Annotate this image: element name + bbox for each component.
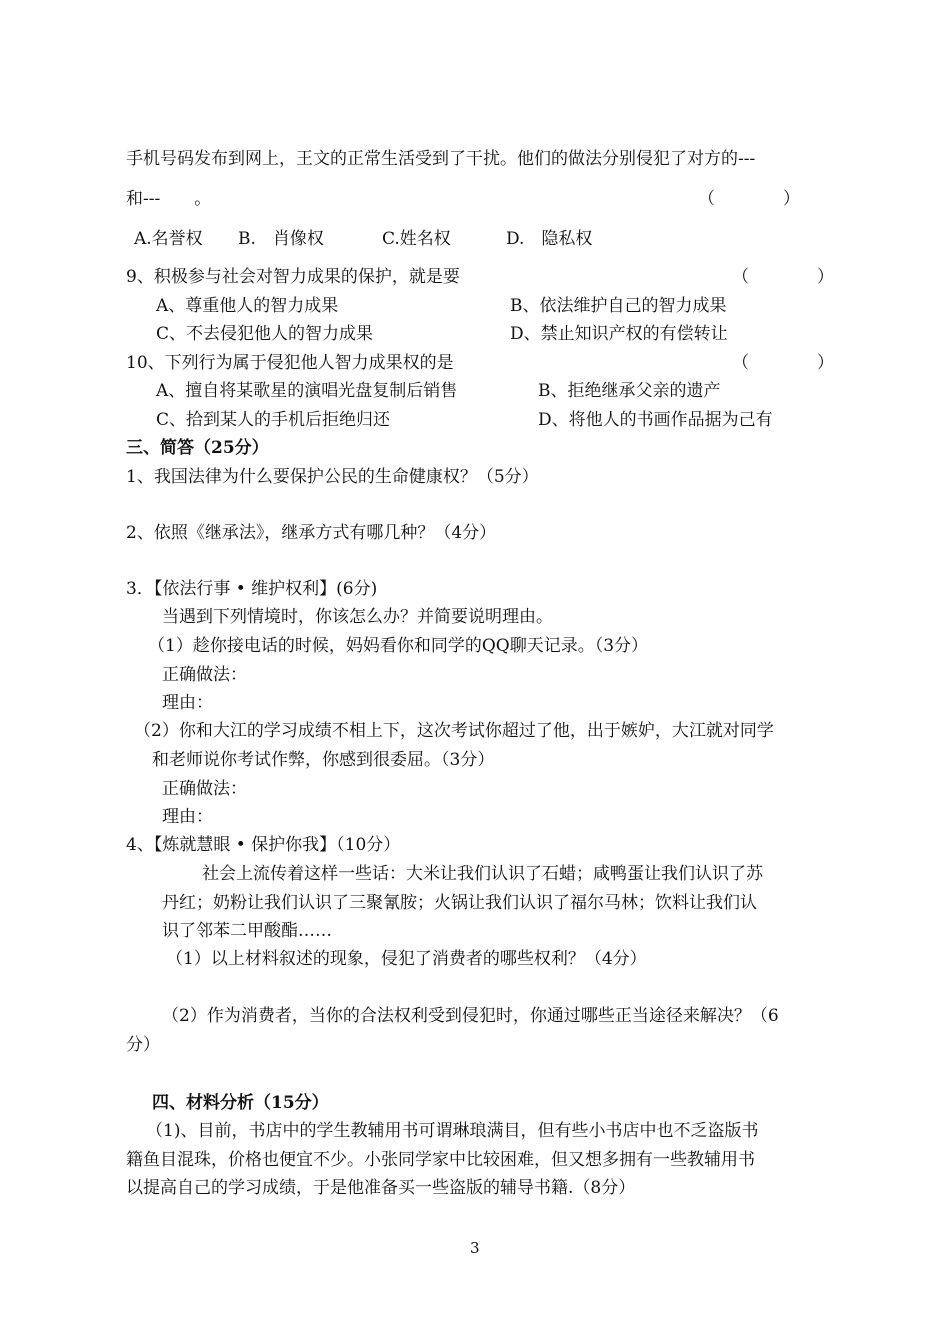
q10-option-d: D、将他人的书画作品据为己有 bbox=[538, 410, 773, 430]
q8-line1: 手机号码发布到网上，王文的正常生活受到了干扰。他们的做法分别侵犯了对方的--- bbox=[126, 149, 756, 169]
s3-q3-reason-label-2: 理由： bbox=[162, 807, 213, 827]
q10-option-b: B、拒绝继承父亲的遗产 bbox=[538, 381, 721, 401]
q9-answer-paren: （ ） bbox=[732, 267, 834, 287]
s3-q3-reason-label-1: 理由： bbox=[162, 693, 213, 713]
s3-question-3-title: 3．【依法行事 • 维护权利】(6分) bbox=[126, 579, 378, 599]
q8-option-b: B. 肖像权 bbox=[238, 229, 324, 249]
q9-option-c: C、不去侵犯他人的智力成果 bbox=[156, 324, 374, 344]
q10-option-c: C、拾到某人的手机后拒绝归还 bbox=[156, 410, 391, 430]
s4-q1-line1: （1)、目前，书店中的学生教辅用书可谓琳琅满目，但有些小书店中也不乏盗版书 bbox=[146, 1121, 759, 1141]
page-number: 3 bbox=[470, 1239, 480, 1257]
s3-q3-correct-label-1: 正确做法： bbox=[162, 665, 247, 685]
s3-q4-material-line3: 识了邻苯二甲酸酯…… bbox=[162, 921, 332, 941]
s3-question-2: 2、依照《继承法》，继承方式有哪几种？（4分） bbox=[126, 523, 497, 543]
s3-question-1: 1、我国法律为什么要保护公民的生命健康权？（5分） bbox=[126, 467, 539, 487]
s3-q4-material-line2: 丹红；奶粉让我们认识了三聚氰胺；火锅让我们认识了福尔马林；饮料让我们认 bbox=[162, 893, 757, 913]
s4-q1-line2: 籍鱼目混珠，价格也便宜不少。小张同学家中比较困难，但又想多拥有一些教辅用书 bbox=[126, 1150, 755, 1170]
q10-stem: 10、下列行为属于侵犯他人智力成果权的是 bbox=[126, 353, 454, 373]
q8-line2: 和--- 。 bbox=[126, 189, 212, 209]
q8-option-c: C.姓名权 bbox=[382, 229, 451, 249]
q9-option-d: D、禁止知识产权的有偿转让 bbox=[510, 324, 728, 344]
s3-q3-correct-label-2: 正确做法： bbox=[162, 779, 247, 799]
q8-option-d: D. 隐私权 bbox=[506, 229, 593, 249]
s3-q3-sub1: （1）趁你接电话的时候，妈妈看你和同学的QQ聊天记录。（3分） bbox=[148, 636, 649, 656]
q9-stem: 9、积极参与社会对智力成果的保护，就是要 bbox=[126, 267, 460, 287]
q9-option-b: B、依法维护自己的智力成果 bbox=[510, 296, 727, 316]
s4-q1-line3: 以提高自己的学习成绩，于是他准备买一些盗版的辅导书籍.（8分） bbox=[126, 1178, 636, 1198]
s3-q3-sub2-line1: （2）你和大江的学习成绩不相上下，这次考试你超过了他，出于嫉妒，大江就对同学 bbox=[134, 721, 774, 741]
s3-q4-sub2-line1: （2）作为消费者，当你的合法权利受到侵犯时，你通过哪些正当途径来解决？（6 bbox=[162, 1006, 779, 1026]
s3-q3-intro: 当遇到下列情境时，你该怎么办？并简要说明理由。 bbox=[162, 607, 553, 627]
q8-option-a: A.名誉权 bbox=[134, 229, 203, 249]
s3-q3-sub2-line2: 和老师说你考试作弊，你感到很委屈。（3分） bbox=[152, 750, 495, 770]
q10-option-a: A、擅自将某歌星的演唱光盘复制后销售 bbox=[156, 381, 458, 401]
s3-q4-sub2-line2: 分） bbox=[126, 1035, 160, 1055]
q8-answer-paren: （ ） bbox=[698, 189, 800, 209]
section4-heading: 四、材料分析（15分） bbox=[152, 1093, 329, 1113]
section3-heading: 三、简答（25分） bbox=[126, 438, 269, 458]
s3-q4-material-line1: 社会上流传着这样一些话：大米让我们认识了石蜡；咸鸭蛋让我们认识了苏 bbox=[202, 864, 763, 884]
q9-option-a: A、尊重他人的智力成果 bbox=[156, 296, 339, 316]
q10-answer-paren: （ ） bbox=[732, 353, 834, 373]
s3-question-4-title: 4、【炼就慧眼 • 保护你我】（10分） bbox=[126, 835, 401, 855]
s3-q4-sub1: （1）以上材料叙述的现象，侵犯了消费者的哪些权利？（4分） bbox=[166, 949, 647, 969]
